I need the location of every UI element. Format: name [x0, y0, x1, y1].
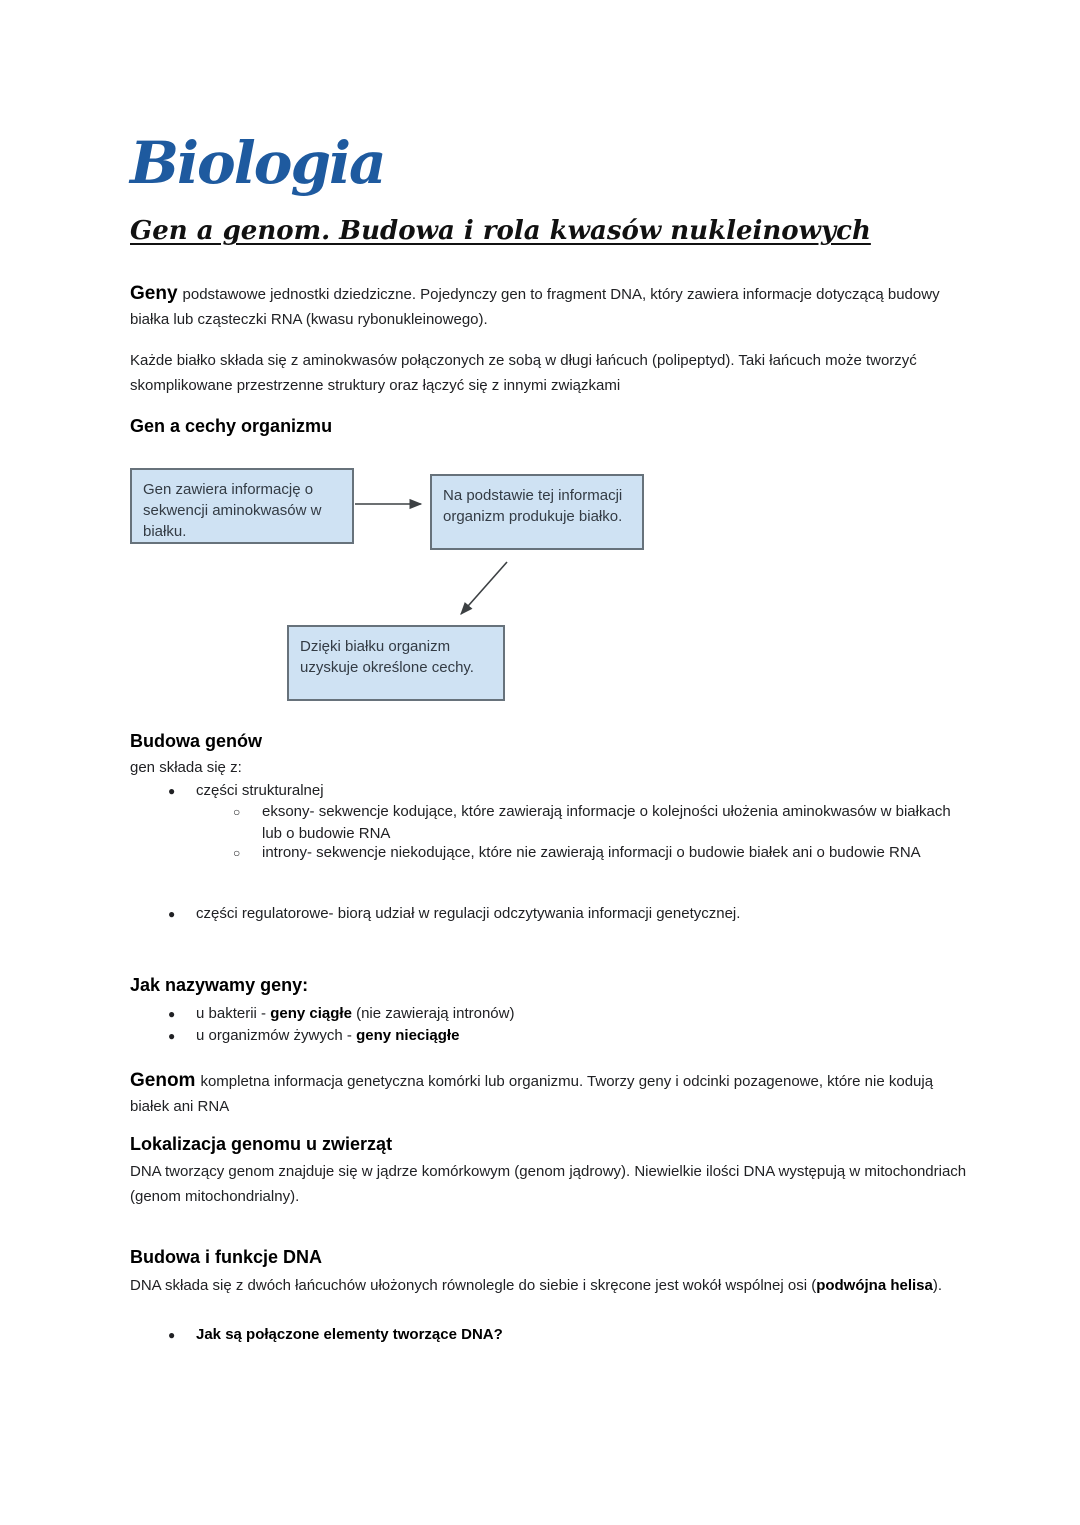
list-item-geny-ciagle: ● u bakterii - geny ciągłe (nie zawierają intronów): [130, 1003, 1013, 1025]
budowa-genow-intro: gen składa się z:: [130, 759, 242, 776]
heading-gen-a-cechy: Gen a cechy organizmu: [130, 416, 333, 436]
bullet-circle-icon: ○: [233, 846, 241, 860]
doc-title: Biologia: [130, 129, 385, 197]
heading-budowa-genow: Budowa genów: [130, 731, 262, 751]
diagram-box-gene-info: Gen zawiera informację o sekwencji aminokwasów w białku.: [130, 468, 354, 544]
diagram-box-traits: Dzięki białku organizm uzyskuje określone cechy.: [287, 625, 505, 701]
list-item-czesci-regulatorowe: ● części regulatorowe- biorą udział w regulacji odczytywania informacji genetycznej.: [130, 903, 1013, 925]
lokalizacja-paragraph: DNA tworzący genom znajduje się w jądrze komórkowym (genom jądrowy). Niewielkie ilości DNA występują w mitochondriach (genom mitochondrialny).: [130, 1163, 967, 1205]
bullet-dot-icon: ●: [168, 1029, 176, 1043]
arrow-down-left-icon: [461, 562, 507, 614]
bullet-dot-icon: ●: [168, 907, 176, 921]
bullet-dot-icon: ●: [168, 1328, 176, 1342]
list-item-eksony: ○ eksony- sekwencje kodujące, które zawierają informacje o kolejności ułożenia aminokwasów w białkach lub o budowie RNA: [130, 801, 1078, 845]
budowa-dna-paragraph: DNA składa się z dwóch łańcuchów ułożonych równolegle do siebie i skręcone jest wokół wspólnej osi (podwójna helisa).: [130, 1277, 943, 1294]
geny-definition-paragraph: [130, 281, 975, 332]
genom-term: Genom: [130, 1070, 196, 1091]
bullet-dot-icon: ●: [168, 784, 176, 798]
diagram-box-organism-protein: Na podstawie tej informacji organizm produkuje białko.: [430, 474, 644, 550]
geny-term: Geny: [130, 283, 178, 304]
heading-lokalizacja-genomu: Lokalizacja genomu u zwierząt: [130, 1134, 393, 1154]
bialko-paragraph: Każde białko składa się z aminokwasów połączonych ze sobą w długi łańcuch (polipeptyd). Taki łańcuch może tworzyć skomplikowane przestrzenne struktury oraz łączyć się z innymi związkami: [130, 352, 917, 394]
doc-subtitle: Gen a genom. Budowa i rola kwasów nukleinowych: [130, 216, 871, 246]
bullet-dot-icon: ●: [168, 1007, 176, 1021]
genom-definition-paragraph: [130, 1068, 975, 1119]
heading-jak-nazywamy-geny: Jak nazywamy geny:: [130, 975, 309, 995]
list-item-introny: ○ introny- sekwencje niekodujące, które nie zawierają informacji o budowie białek ani o budowie RNA: [130, 842, 1078, 864]
bullet-circle-icon: ○: [233, 805, 241, 819]
gene-trait-diagram: [130, 455, 975, 720]
list-item-dna-question: ● Jak są połączone elementy tworzące DNA?: [130, 1324, 1013, 1346]
list-item-czesci-strukturalnej: ● części strukturalnej: [130, 780, 1013, 802]
heading-budowa-funkcje-dna: Budowa i funkcje DNA: [130, 1247, 323, 1267]
genom-definition-text: kompletna informacja genetyczna komórki lub organizmu. Tworzy geny i odcinki pozagenowe, które nie kodują białek ani RNA: [130, 1073, 934, 1115]
list-item-geny-nieciagle: ● u organizmów żywych - geny nieciągłe: [130, 1025, 1013, 1047]
geny-definition-text: podstawowe jednostki dziedziczne. Pojedynczy gen to fragment DNA, który zawiera informacje dotyczącą budowy białka lub cząsteczki RNA (kwasu rybonukleinowego).: [130, 286, 940, 328]
